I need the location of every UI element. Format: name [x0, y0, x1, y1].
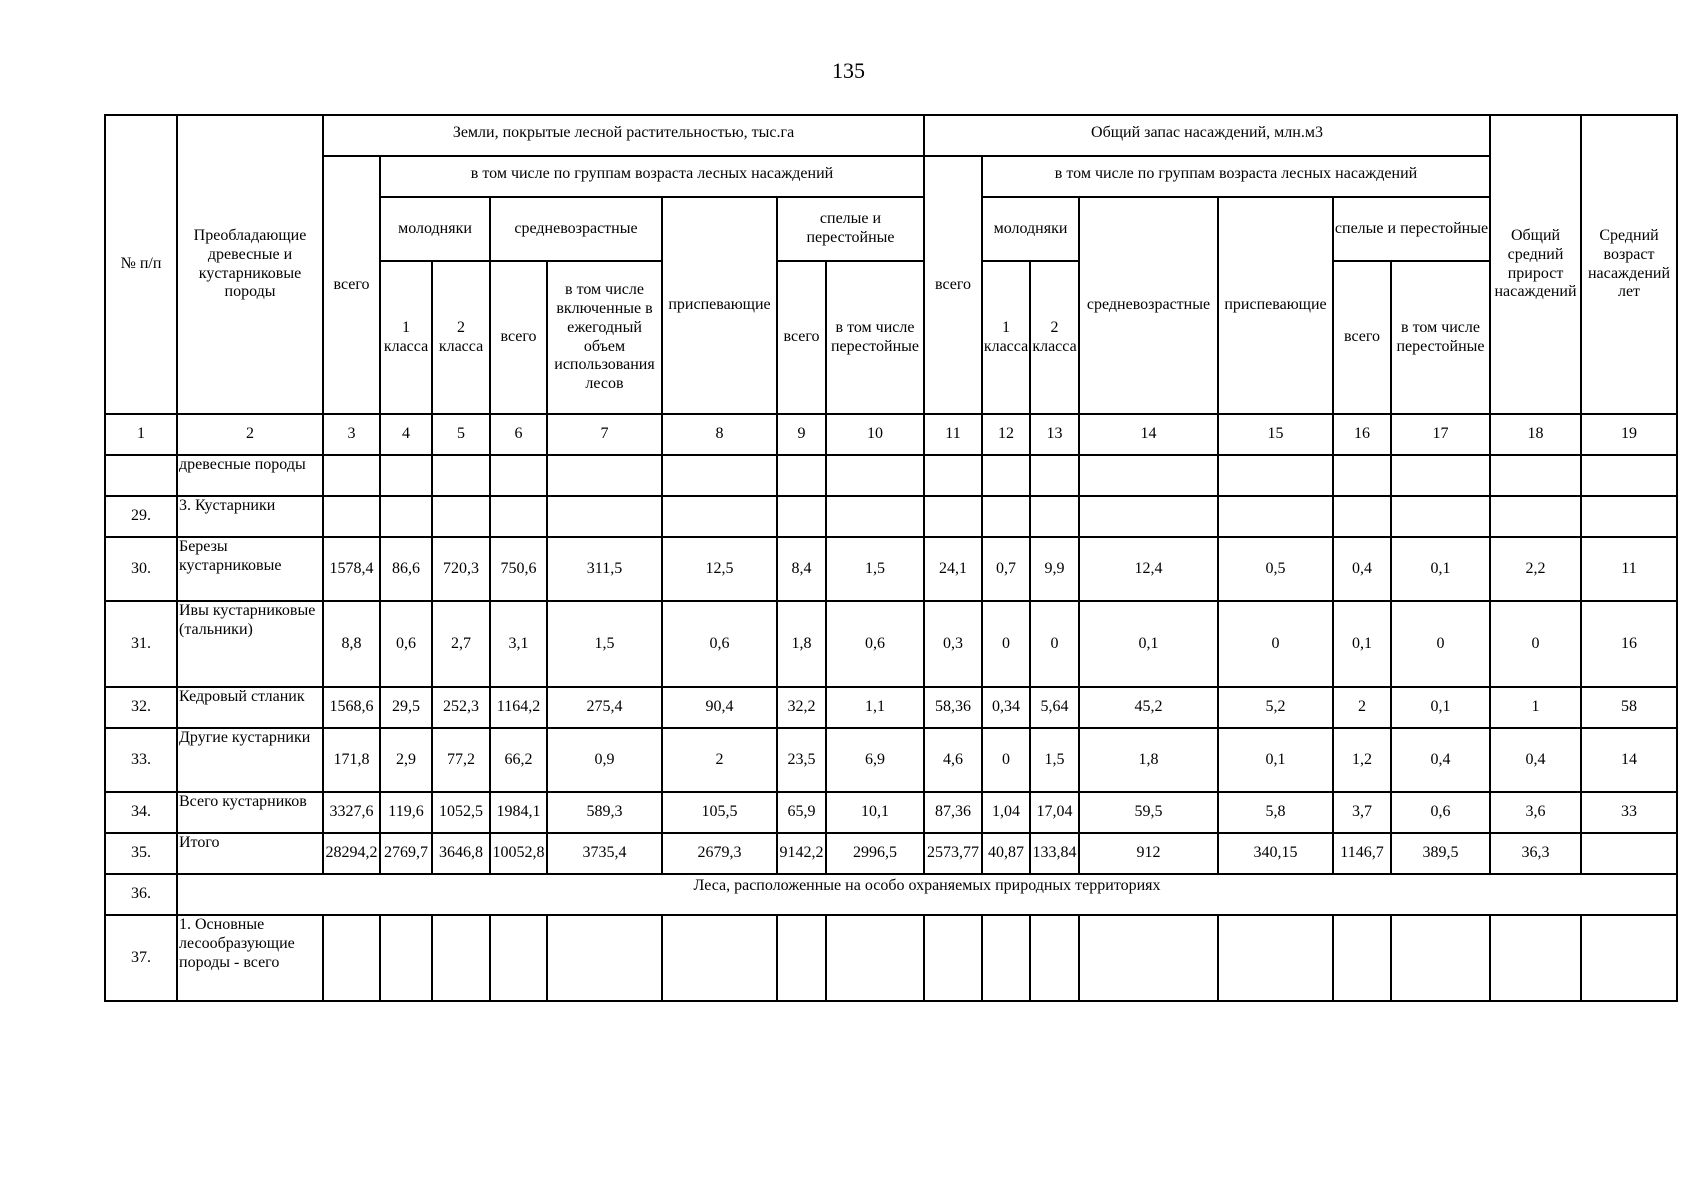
- column-number: 5: [432, 414, 490, 455]
- table-cell: [662, 915, 777, 1001]
- table-cell: 1,5: [1030, 728, 1079, 792]
- header-area-total: всего: [323, 156, 380, 414]
- table-row: [105, 728, 1677, 792]
- section-row: [105, 874, 1677, 915]
- table-cell: [1030, 915, 1079, 1001]
- column-number: 7: [547, 414, 662, 455]
- table-body: [105, 455, 1677, 1001]
- column-number: 14: [1079, 414, 1218, 455]
- table-cell: 105,5: [662, 792, 777, 833]
- table-cell: [547, 496, 662, 537]
- row-number: 34.: [105, 792, 177, 833]
- table-cell: [777, 496, 826, 537]
- table-row: [105, 537, 1677, 601]
- table-row: [105, 687, 1677, 728]
- table-cell: 1568,6: [323, 687, 380, 728]
- table-cell: 2573,77: [924, 833, 982, 874]
- table-cell: [1030, 455, 1079, 496]
- row-number: 36.: [105, 874, 177, 915]
- table-cell: 2: [662, 728, 777, 792]
- table-cell: [1391, 915, 1490, 1001]
- table-cell: 0,7: [982, 537, 1030, 601]
- table-cell: 0,9: [547, 728, 662, 792]
- table-cell: 1,8: [1079, 728, 1218, 792]
- table-cell: 58,36: [924, 687, 982, 728]
- table-cell: [1079, 455, 1218, 496]
- species-name: Кедровый стланик: [177, 687, 323, 728]
- column-number: 13: [1030, 414, 1079, 455]
- table-cell: 1,2: [1333, 728, 1391, 792]
- header-stock-young: молодняки: [982, 197, 1079, 261]
- table-cell: 12,5: [662, 537, 777, 601]
- table-cell: 0: [982, 728, 1030, 792]
- table-cell: 3646,8: [432, 833, 490, 874]
- table-cell: [380, 915, 432, 1001]
- header-area-mature: спелые и перестойные: [777, 197, 924, 261]
- row-number: 37.: [105, 915, 177, 1001]
- table-cell: 0,34: [982, 687, 1030, 728]
- header-avg-growth: Общий средний прирост насаждений: [1490, 115, 1581, 414]
- table-row: [105, 833, 1677, 874]
- table-cell: 90,4: [662, 687, 777, 728]
- table-cell: [826, 496, 924, 537]
- column-number: 10: [826, 414, 924, 455]
- species-name: Другие кустарники: [177, 728, 323, 792]
- header-area-class1: 1 класса: [380, 261, 432, 414]
- table-cell: [432, 496, 490, 537]
- table-cell: [1391, 496, 1490, 537]
- species-name: Ивы кустарниковые (тальники): [177, 601, 323, 687]
- table-cell: 1,5: [826, 537, 924, 601]
- table-cell: [1391, 455, 1490, 496]
- table-cell: 1,04: [982, 792, 1030, 833]
- table-cell: 58: [1581, 687, 1677, 728]
- table-cell: [662, 455, 777, 496]
- table-cell: 36,3: [1490, 833, 1581, 874]
- header-area-young: молодняки: [380, 197, 490, 261]
- header-area-mature-incl: в том числе перестойные: [826, 261, 924, 414]
- table-cell: [1218, 455, 1333, 496]
- table-cell: 9142,2: [777, 833, 826, 874]
- table-row: [105, 455, 1677, 496]
- table-cell: [1079, 496, 1218, 537]
- table-cell: [547, 915, 662, 1001]
- row-number: 31.: [105, 601, 177, 687]
- table-cell: [826, 455, 924, 496]
- header-stock-mature-total: всего: [1333, 261, 1391, 414]
- table-cell: [924, 455, 982, 496]
- table-cell: 0,1: [1218, 728, 1333, 792]
- table-cell: 17,04: [1030, 792, 1079, 833]
- section-title: Леса, расположенные на особо охраняемых природных территориях: [177, 874, 1677, 915]
- table-cell: [432, 915, 490, 1001]
- table-cell: 0: [982, 601, 1030, 687]
- table-cell: 0: [1391, 601, 1490, 687]
- header-area-middle-total: всего: [490, 261, 547, 414]
- table-cell: [323, 455, 380, 496]
- table-cell: 2679,3: [662, 833, 777, 874]
- header-stock-middle: средневозрастные: [1079, 197, 1218, 414]
- table-cell: 77,2: [432, 728, 490, 792]
- table-cell: [1218, 496, 1333, 537]
- table-cell: 0,6: [662, 601, 777, 687]
- table-row: [105, 792, 1677, 833]
- table-cell: 8,8: [323, 601, 380, 687]
- header-stock-maturing: приспевающие: [1218, 197, 1333, 414]
- column-number: 4: [380, 414, 432, 455]
- table-cell: 3,1: [490, 601, 547, 687]
- table-cell: [826, 915, 924, 1001]
- column-number: 3: [323, 414, 380, 455]
- row-number: 33.: [105, 728, 177, 792]
- table-cell: 32,2: [777, 687, 826, 728]
- table-cell: 0,1: [1391, 537, 1490, 601]
- table-cell: 0,6: [380, 601, 432, 687]
- table-cell: 340,15: [1218, 833, 1333, 874]
- species-name: древесные породы: [177, 455, 323, 496]
- table-cell: 1,1: [826, 687, 924, 728]
- table-cell: 40,87: [982, 833, 1030, 874]
- table-cell: 5,2: [1218, 687, 1333, 728]
- table-cell: [924, 915, 982, 1001]
- column-number: 18: [1490, 414, 1581, 455]
- column-number: 19: [1581, 414, 1677, 455]
- header-area-group: Земли, покрытые лесной растительностью, тыс.га: [323, 115, 924, 156]
- table-cell: 119,6: [380, 792, 432, 833]
- table-cell: [924, 496, 982, 537]
- column-number: 9: [777, 414, 826, 455]
- row-number: 32.: [105, 687, 177, 728]
- species-name: Итого: [177, 833, 323, 874]
- table-cell: 2996,5: [826, 833, 924, 874]
- table-cell: [380, 496, 432, 537]
- table-cell: [1333, 915, 1391, 1001]
- table-cell: [1490, 496, 1581, 537]
- table-cell: [490, 915, 547, 1001]
- table-cell: 133,84: [1030, 833, 1079, 874]
- table-cell: 8,4: [777, 537, 826, 601]
- table-cell: [1333, 496, 1391, 537]
- table-cell: 0: [1030, 601, 1079, 687]
- table-cell: 2,2: [1490, 537, 1581, 601]
- table-cell: [547, 455, 662, 496]
- page-number: 135: [832, 58, 865, 83]
- table-row: [105, 601, 1677, 687]
- table-cell: 0,5: [1218, 537, 1333, 601]
- row-number: 29.: [105, 496, 177, 537]
- table-cell: 10052,8: [490, 833, 547, 874]
- table-cell: 4,6: [924, 728, 982, 792]
- column-number: 15: [1218, 414, 1333, 455]
- table-cell: 252,3: [432, 687, 490, 728]
- table-cell: [1581, 496, 1677, 537]
- table-cell: 3735,4: [547, 833, 662, 874]
- table-cell: 750,6: [490, 537, 547, 601]
- table-cell: 16: [1581, 601, 1677, 687]
- table-cell: 0,1: [1333, 601, 1391, 687]
- header-area-maturing: приспевающие: [662, 197, 777, 414]
- table-cell: 0,3: [924, 601, 982, 687]
- header-stock-class1: 1 класса: [982, 261, 1030, 414]
- column-number: 16: [1333, 414, 1391, 455]
- table-cell: 0,4: [1490, 728, 1581, 792]
- table-cell: [1490, 455, 1581, 496]
- table-cell: [777, 455, 826, 496]
- table-cell: 87,36: [924, 792, 982, 833]
- column-number: 1: [105, 414, 177, 455]
- header-stock-class2: 2 класса: [1030, 261, 1079, 414]
- header-area-mature-total: всего: [777, 261, 826, 414]
- table-cell: 10,1: [826, 792, 924, 833]
- table-cell: 65,9: [777, 792, 826, 833]
- table-cell: 720,3: [432, 537, 490, 601]
- table-cell: [662, 496, 777, 537]
- table-cell: 1,8: [777, 601, 826, 687]
- table-cell: [1581, 915, 1677, 1001]
- table-cell: [490, 455, 547, 496]
- forest-stats-table: [104, 114, 1678, 1002]
- table-cell: [1030, 496, 1079, 537]
- table-cell: 29,5: [380, 687, 432, 728]
- table-row: [105, 915, 1677, 1001]
- table-cell: 1,5: [547, 601, 662, 687]
- table-cell: [323, 496, 380, 537]
- column-number: 17: [1391, 414, 1490, 455]
- table-cell: 0: [1218, 601, 1333, 687]
- table-cell: [982, 455, 1030, 496]
- table-cell: 2: [1333, 687, 1391, 728]
- header-area-middle: средневозрастные: [490, 197, 662, 261]
- header-num: № п/п: [105, 115, 177, 414]
- table-cell: 0,1: [1079, 601, 1218, 687]
- table-cell: 28294,2: [323, 833, 380, 874]
- column-number: 8: [662, 414, 777, 455]
- table-cell: 0: [1490, 601, 1581, 687]
- header-stock-group: Общий запас насаждений, млн.м3: [924, 115, 1490, 156]
- table-cell: 1146,7: [1333, 833, 1391, 874]
- table-cell: 9,9: [1030, 537, 1079, 601]
- header-area-class2: 2 класса: [432, 261, 490, 414]
- table-cell: 0,4: [1333, 537, 1391, 601]
- table-cell: 2769,7: [380, 833, 432, 874]
- table-cell: [982, 915, 1030, 1001]
- header-stock-total: всего: [924, 156, 982, 414]
- table-cell: 1: [1490, 687, 1581, 728]
- header-stock-by-age: в том числе по группам возраста лесных насаждений: [982, 156, 1490, 197]
- table-cell: [1079, 915, 1218, 1001]
- header-area-middle-incl: в том числе включенные в ежегодный объем использования лесов: [547, 261, 662, 414]
- header-stock-mature-incl: в том числе перестойные: [1391, 261, 1490, 414]
- table-cell: [432, 455, 490, 496]
- table-cell: 1052,5: [432, 792, 490, 833]
- table-cell: 12,4: [1079, 537, 1218, 601]
- table-cell: 6,9: [826, 728, 924, 792]
- header-area-by-age: в том числе по группам возраста лесных насаждений: [380, 156, 924, 197]
- species-name: Всего кустарников: [177, 792, 323, 833]
- table-cell: [1581, 455, 1677, 496]
- table-cell: 1578,4: [323, 537, 380, 601]
- table-cell: 11: [1581, 537, 1677, 601]
- table-cell: [380, 455, 432, 496]
- column-number-row: [105, 414, 1677, 455]
- table-cell: 0,4: [1391, 728, 1490, 792]
- table-cell: 0,6: [1391, 792, 1490, 833]
- table-cell: 2,7: [432, 601, 490, 687]
- row-number: [105, 455, 177, 496]
- table-cell: 3,7: [1333, 792, 1391, 833]
- table-cell: 389,5: [1391, 833, 1490, 874]
- table-cell: 1984,1: [490, 792, 547, 833]
- table-cell: [982, 496, 1030, 537]
- table-cell: 0,1: [1391, 687, 1490, 728]
- table-cell: 912: [1079, 833, 1218, 874]
- column-number: 2: [177, 414, 323, 455]
- table-cell: 1164,2: [490, 687, 547, 728]
- table-cell: 66,2: [490, 728, 547, 792]
- header-avg-age: Средний возраст насаждений лет: [1581, 115, 1677, 414]
- table-cell: [490, 496, 547, 537]
- table-cell: 0,6: [826, 601, 924, 687]
- table-cell: [323, 915, 380, 1001]
- table-cell: 33: [1581, 792, 1677, 833]
- table-cell: 86,6: [380, 537, 432, 601]
- table-cell: 5,8: [1218, 792, 1333, 833]
- table-cell: 3327,6: [323, 792, 380, 833]
- table-cell: [1333, 455, 1391, 496]
- table-cell: 275,4: [547, 687, 662, 728]
- species-name: 3. Кустарники: [177, 496, 323, 537]
- table-cell: 589,3: [547, 792, 662, 833]
- table-cell: [1581, 833, 1677, 874]
- row-number: 35.: [105, 833, 177, 874]
- table-cell: [1218, 915, 1333, 1001]
- table-cell: 5,64: [1030, 687, 1079, 728]
- table-cell: 311,5: [547, 537, 662, 601]
- table-cell: 2,9: [380, 728, 432, 792]
- table-cell: 14: [1581, 728, 1677, 792]
- species-name: 1. Основные лесообразующие породы - всего: [177, 915, 323, 1001]
- table-cell: 23,5: [777, 728, 826, 792]
- table-cell: 59,5: [1079, 792, 1218, 833]
- header-stock-mature: спелые и перестойные: [1333, 197, 1490, 261]
- column-number: 11: [924, 414, 982, 455]
- column-number: 12: [982, 414, 1030, 455]
- row-number: 30.: [105, 537, 177, 601]
- header-species: Преобладающие древесные и кустарниковые породы: [177, 115, 323, 414]
- table-cell: 24,1: [924, 537, 982, 601]
- table-cell: 3,6: [1490, 792, 1581, 833]
- table-cell: 171,8: [323, 728, 380, 792]
- table-row: [105, 496, 1677, 537]
- table-cell: [1490, 915, 1581, 1001]
- column-number: 6: [490, 414, 547, 455]
- table-cell: 45,2: [1079, 687, 1218, 728]
- table-cell: [777, 915, 826, 1001]
- species-name: Березы кустарниковые: [177, 537, 323, 601]
